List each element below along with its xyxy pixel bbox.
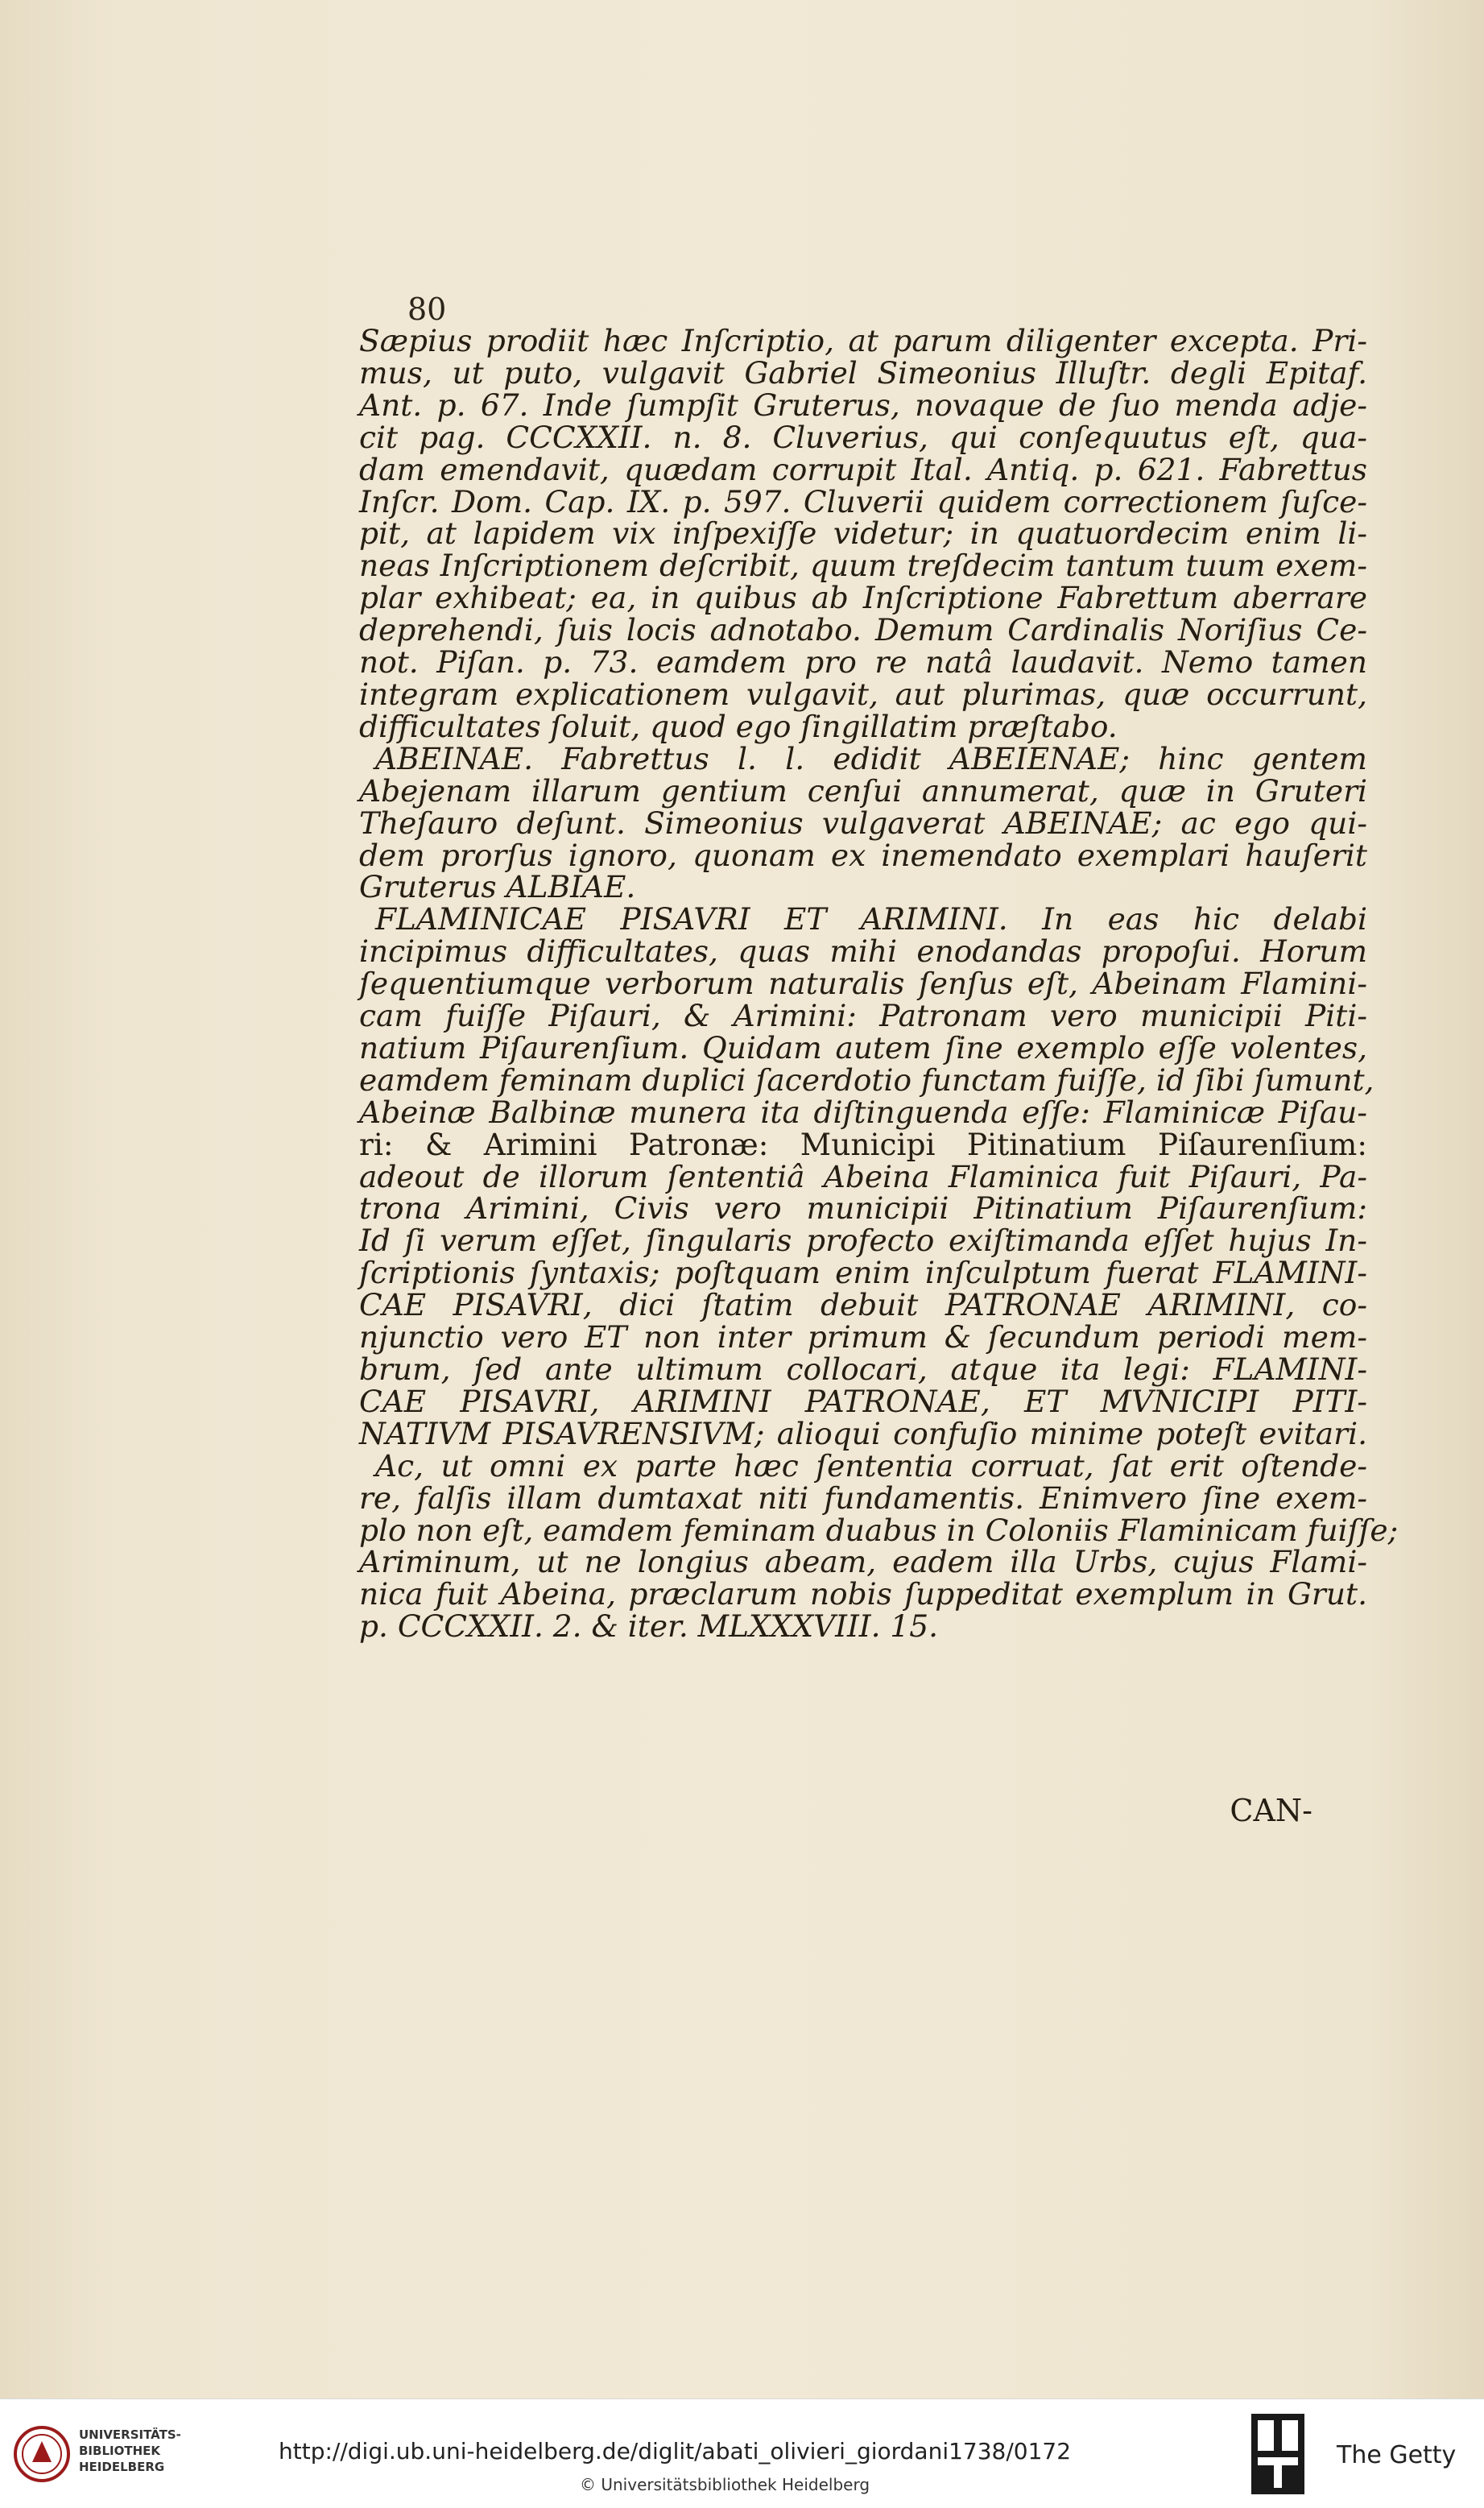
getty-logo-icon[interactable] (1251, 2414, 1304, 2494)
text-line: CAE PISAVRI, ARIMINI PATRONAE, ET MVNICIPI PITI- (359, 1383, 1367, 1419)
library-name-line: UNIVERSITÄTS- (79, 2427, 181, 2442)
text-line: Ant. p. 67. Inde ſumpſit Gruterus, novaque de ſuo menda adje- (359, 387, 1367, 423)
text-line: integram explicationem vulgavit, aut plurimas, quæ occurrunt, (359, 676, 1367, 712)
text-line: Abeinæ Balbinæ munera ita diſtinguenda eſſe: Flaminicæ Piſau- (359, 1094, 1367, 1130)
library-name-line: HEIDELBERG (79, 2460, 165, 2474)
viewer-footer (0, 2398, 1484, 2508)
text-line: ri: & Arimini Patronæ: Municipi Pitinatium Piſaurenſium: (359, 1126, 1367, 1162)
text-line: dem prorſus ignoro, quonam ex inemendato exemplari hauſerit (359, 837, 1367, 873)
text-line: not. Piſan. p. 73. eamdem pro re natâ laudavit. Nemo tamen (359, 644, 1367, 681)
text-line: pit, at lapidem vix inſpexiſſe videtur; in quatuordecim enim li- (359, 515, 1367, 552)
text-line: trona Arimini, Civis vero municipii Pitinatium Piſaurenſium: (359, 1190, 1367, 1227)
text-line: Ariminum, ut ne longius abeam, eadem illa Urbs, cujus Flami- (359, 1544, 1367, 1580)
text-line: ſcriptionis ſyntaxis; poſtquam enim inſculptum fuerat FLAMINI- (359, 1255, 1367, 1291)
text-line: CAE PISAVRI, dici ſtatim debuit PATRONAE ARIMINI, co- (359, 1287, 1367, 1323)
text-line: adeout de illorum ſententiâ Abeina Flaminica fuit Piſauri, Pa- (359, 1158, 1367, 1194)
text-line: Theſauro deſunt. Simeonius vulgaverat ABEINAE; ac ego qui- (359, 805, 1367, 841)
text-line: natium Piſaurenſium. Quidam autem ſine exemplo eſſe volentes, (359, 1029, 1367, 1066)
text-line: FLAMINICAE PISAVRI ET ARIMINI. In eas hic delabi (375, 901, 1367, 937)
text-line: eamdem feminam duplici ſacerdotio functam fuiſſe, id ſibi ſumunt, (359, 1062, 1374, 1098)
text-line: plar exhibeat; ea, in quibus ab Inſcriptione Fabrettum aberrare (359, 580, 1367, 616)
text-line: p. CCCXXII. 2. & iter. MLXXXVIII. 15. (359, 1608, 939, 1645)
text-line: Inſcr. Dom. Cap. IX. p. 597. Cluverii quidem correctionem ſuſce- (359, 483, 1367, 519)
page-number: 80 (407, 292, 447, 327)
text-line: Abejenam illarum gentium cenſui annumerat, quæ in Gruteri (359, 772, 1367, 809)
text-line: Sæpius prodiit hæc Inſcriptio, at parum diligenter excepta. Pri- (359, 323, 1367, 358)
text-line: Id ſi verum eſſet, ſingularis profecto exiſtimanda eſſet hujus In- (359, 1223, 1367, 1259)
catchword: CAN- (1230, 1793, 1312, 1828)
permalink-url[interactable]: http://digi.ub.uni-heidelberg.de/diglit/abati_olivieri_giordani1738/0172 (279, 2438, 1072, 2465)
text-line: cit pag. CCCXXII. n. 8. Cluverius, qui conſequutus eſt, qua- (359, 419, 1367, 455)
university-seal-icon (13, 2425, 71, 2483)
text-line: plo non eſt, eamdem feminam duabus in Coloniis Flaminicam fuiſſe; (359, 1512, 1399, 1548)
text-line: Gruterus ALBIAE. (359, 869, 636, 905)
text-line: neas Inſcriptionem deſcribit, quum treſdecim tantum tuum exem- (359, 548, 1367, 584)
text-line: incipimus difficultates, quas mihi enodandas propoſui. Horum (359, 933, 1367, 970)
text-line: mus, ut puto, vulgavit Gabriel Simeonius Illuſtr. degli Epitaf. (359, 354, 1367, 391)
copyright-notice: © Universitätsbibliothek Heidelberg (580, 2475, 870, 2494)
text-line: Ac, ut omni ex parte hæc ſententia corruat, ſat erit oſtende- (375, 1447, 1367, 1484)
university-library-logo[interactable] (13, 2417, 190, 2489)
text-line: brum, ſed ante ultimum collocari, atque ita legi: FLAMINI- (359, 1351, 1367, 1387)
text-line: ABEINAE. Fabrettus l. l. edidit ABEIENAE; hinc gentem (375, 740, 1367, 776)
text-line: deprehendi, ſuis locis adnotabo. Demum Cardinalis Noriſius Ce- (359, 612, 1367, 648)
partner-name: The Getty (1337, 2441, 1457, 2469)
text-line: ſequentiumque verborum naturalis ſenſus eſt, Abeinam Flamini- (359, 966, 1367, 1002)
university-library-name (79, 2427, 181, 2475)
text-line: cam fuiſſe Piſauri, & Arimini: Patronam vero municipii Piti- (359, 998, 1367, 1034)
text-line: NATIVM PISAVRENSIVM; alioqui confuſio minime poteſt evitari. (359, 1415, 1367, 1451)
text-line: difficultates ſoluit, quod ego ſingillatim præſtabo. (359, 708, 1118, 744)
body-text (359, 323, 1399, 1645)
text-line: re, falſis illam dumtaxat niti fundamentis. Enimvero ſine exem- (359, 1480, 1367, 1516)
text-line: njunctio vero ET non inter primum & ſecundum periodi mem- (359, 1319, 1367, 1355)
library-name-line: BIBLIOTHEK (79, 2444, 160, 2458)
text-line: dam emendavit, quædam corrupit Ital. Antiq. p. 621. Fabrettus (359, 451, 1367, 487)
text-line: nica fuit Abeina, præclarum nobis ſuppeditat exemplum in Grut. (359, 1576, 1367, 1612)
